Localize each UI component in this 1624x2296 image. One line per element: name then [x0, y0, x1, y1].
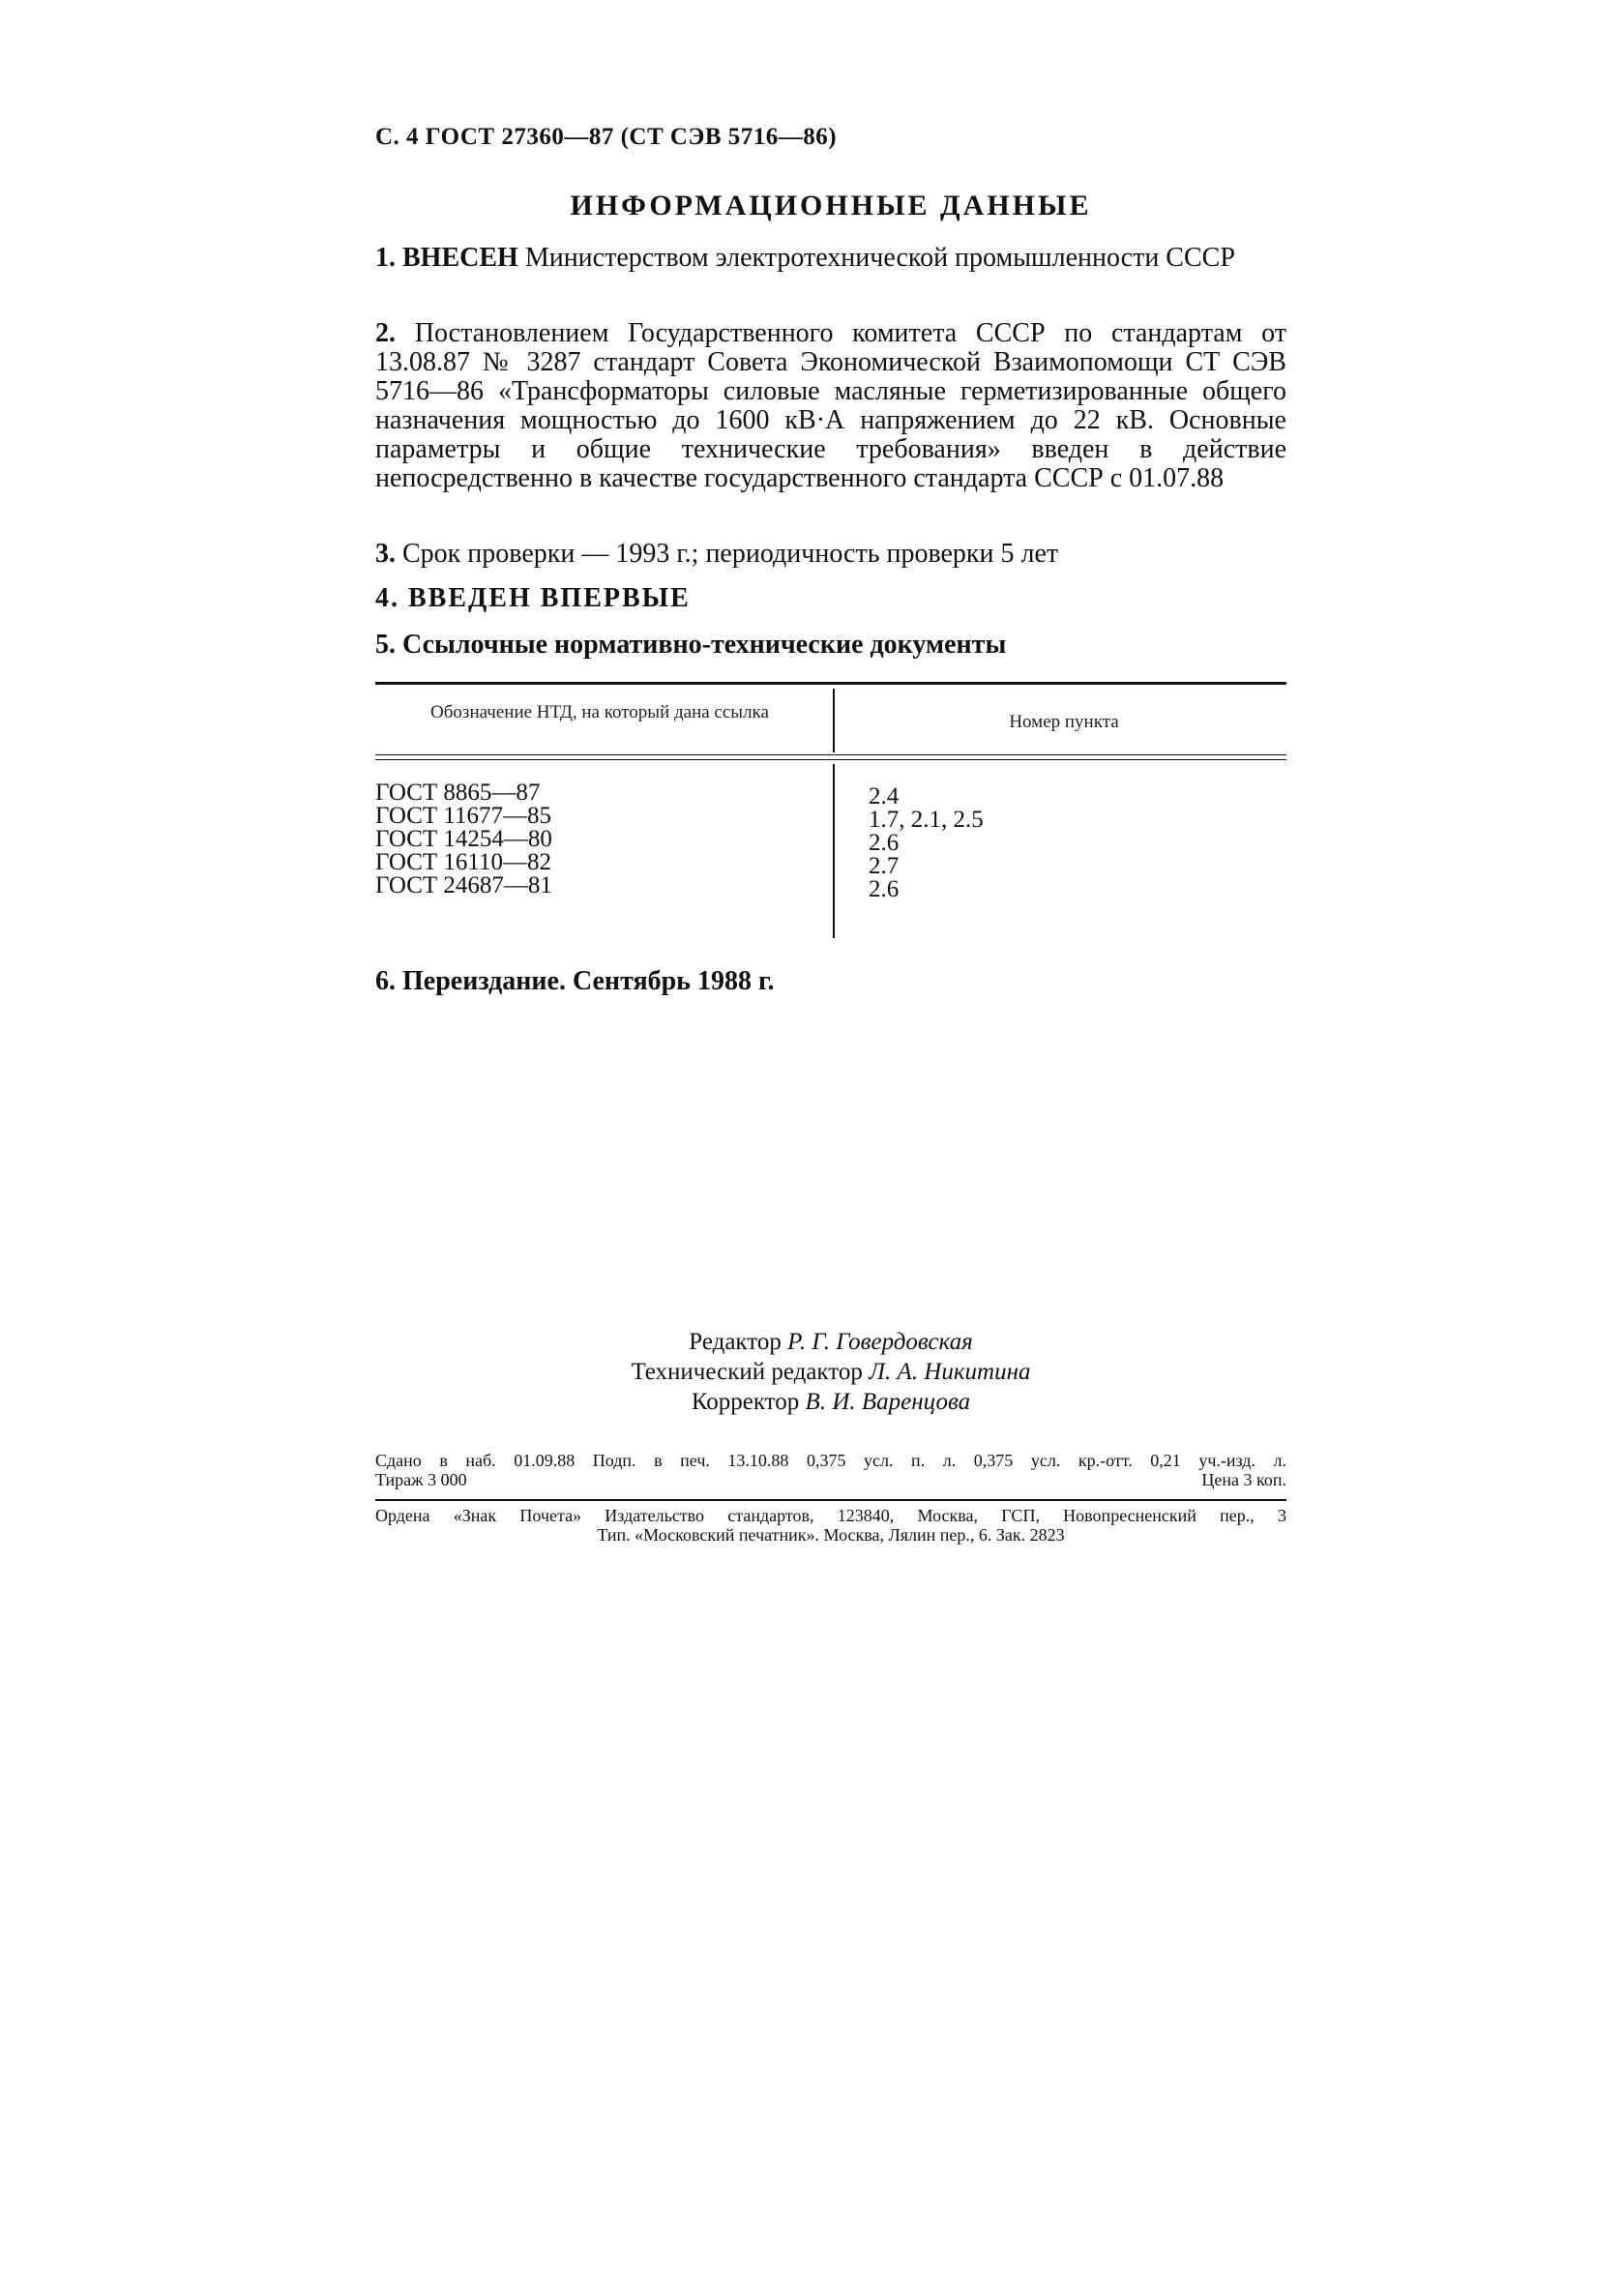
- item-5: [375, 631, 1286, 660]
- credit-role: Корректор: [691, 1389, 800, 1415]
- table-header-rule: [375, 759, 1286, 760]
- table-column-divider: [833, 764, 835, 938]
- section-title: ИНФОРМАЦИОННЫЕ ДАННЫЕ: [570, 190, 1092, 221]
- imprint-tirazh: Тираж 3 000: [375, 1470, 467, 1489]
- imprint-circulation: [375, 1470, 1286, 1489]
- table-top-rule: [375, 682, 1286, 685]
- credit-proofreader: [375, 1387, 1286, 1417]
- item-lead: ВНЕСЕН: [402, 243, 518, 273]
- table-header-rule: [375, 754, 1286, 755]
- page-header: С. 4 ГОСТ 27360—87 (СТ СЭВ 5716—86): [375, 124, 838, 150]
- item-3: [375, 540, 1286, 569]
- item-number: 3.: [375, 539, 396, 569]
- item-number: 6.: [375, 966, 396, 996]
- item-text: Постановлением Государственного комитета СССР по стандартам от 13.08.87 № 3287 стандарт Совета Экономической Взаимопомощи СТ СЭВ 5716—86 «Трансформаторы силовые масляные герметизированные общего назначения мощностью до 1600 кВ·А напряжением до 22 кВ. Основные параметры и общие технические требования» введен в действие непосредственно в качестве государственного стандарта СССР с 01.07.88: [375, 318, 1287, 493]
- item-number: 1.: [375, 243, 396, 273]
- item-text: Срок проверки — 1993 г.; периодичность проверки 5 лет: [402, 539, 1059, 569]
- table-cell-clause: 1.7, 2.1, 2.5: [869, 807, 984, 833]
- imprint-print-data: Сдано в наб. 01.09.88 Подп. в печ. 13.10.88 0,375 усл. п. л. 0,375 усл. кр.-отт. 0,21 уч.-изд. л.: [375, 1451, 1286, 1470]
- item-6: [375, 967, 1286, 996]
- item-4: [375, 584, 1286, 613]
- table-doc-column: [375, 781, 820, 898]
- item-text: ВВЕДЕН ВПЕРВЫЕ: [408, 583, 691, 613]
- imprint-rule: [375, 1499, 1286, 1501]
- item-number: 4.: [375, 583, 399, 613]
- credit-role: Технический редактор: [631, 1359, 863, 1385]
- imprint-printer: Тип. «Московский печатник». Москва, Лялин пер., 6. Зак. 2823: [597, 1525, 1065, 1545]
- item-number: 5.: [375, 630, 396, 660]
- item-text: Министерством электротехнической промышленности СССР: [524, 243, 1235, 273]
- item-2: [375, 319, 1286, 493]
- credit-tech-editor: [375, 1357, 1286, 1387]
- imprint-price: Цена 3 коп.: [1201, 1470, 1286, 1489]
- table-cell-doc: ГОСТ 14254—80: [375, 826, 552, 852]
- table-cell-doc: ГОСТ 24687—81: [375, 872, 552, 898]
- item-text: Ссылочные нормативно-технические документы: [402, 630, 1007, 660]
- table-cell-clause: 2.7: [869, 853, 900, 879]
- credits: [375, 1327, 1286, 1417]
- credit-name: В. И. Варенцова: [805, 1389, 971, 1415]
- credit-name: Р. Г. Говердовская: [787, 1329, 973, 1355]
- table-cell-doc: ГОСТ 11677—85: [375, 803, 551, 829]
- table-header-doc: Обозначение НТД, на который дана ссылка: [430, 702, 769, 722]
- table-cell-clause: 2.4: [869, 783, 900, 809]
- table-cell-doc: ГОСТ 8865—87: [375, 780, 541, 806]
- credit-editor: [375, 1327, 1286, 1357]
- table-clause-column: [869, 785, 1275, 901]
- item-number: 2.: [375, 318, 396, 348]
- table-cell-clause: 2.6: [869, 876, 900, 902]
- table-cell-doc: ГОСТ 16110—82: [375, 849, 551, 875]
- table-column-divider: [833, 689, 835, 752]
- imprint-publisher: Ордена «Знак Почета» Издательство стандартов, 123840, Москва, ГСП, Новопресненский пер., 3: [375, 1506, 1286, 1525]
- credit-name: Л. А. Никитина: [869, 1359, 1031, 1385]
- table-cell-clause: 2.6: [869, 830, 900, 856]
- table-header-clause: Номер пункта: [1009, 712, 1119, 732]
- item-text: Переиздание. Сентябрь 1988 г.: [402, 966, 775, 996]
- item-1: [375, 244, 1286, 273]
- credit-role: Редактор: [689, 1329, 782, 1355]
